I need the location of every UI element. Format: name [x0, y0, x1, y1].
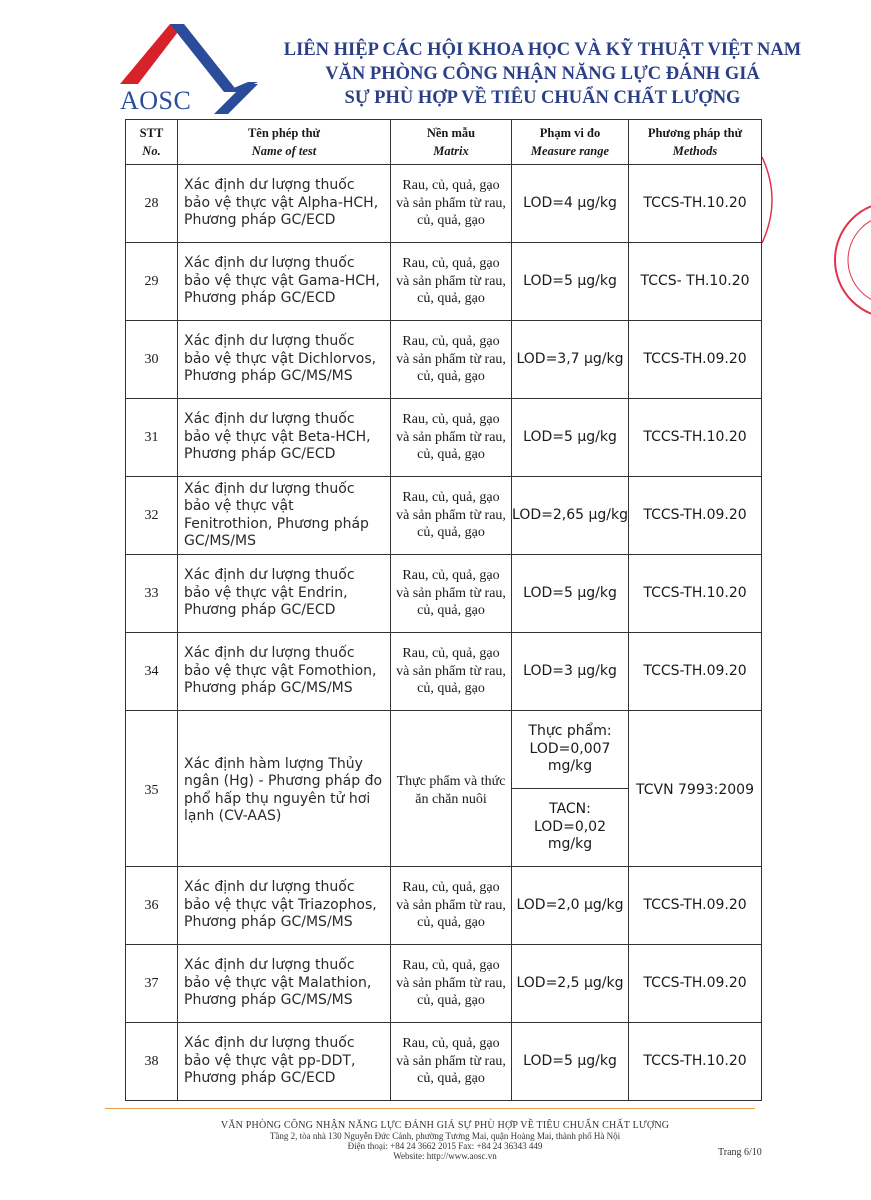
row-method: TCCS-TH.09.20 [629, 945, 762, 1023]
org-line-2: VĂN PHÒNG CÔNG NHẬN NĂNG LỰC ĐÁNH GIÁ [325, 64, 760, 84]
row-matrix: Rau, củ, quả, gạo và sản phẩm từ rau, củ, quả, gạo [391, 243, 512, 321]
table-header-row [126, 120, 762, 165]
row-method: TCCS-TH.09.20 [629, 477, 762, 555]
row-range: LOD=4 µg/kg [512, 165, 629, 243]
row-test-name: Xác định dư lượng thuốc bảo vệ thực vật Dichlorvos, Phương pháp GC/MS/MS [178, 321, 391, 399]
org-line-3: SỰ PHÙ HỢP VỀ TIÊU CHUẨN CHẤT LƯỢNG [344, 88, 741, 108]
row-stt: 35 [126, 711, 178, 867]
table-row [126, 867, 762, 945]
row-method: TCVN 7993:2009 [629, 711, 762, 867]
partial-stamp-icon [760, 155, 780, 245]
row-test-name: Xác định dư lượng thuốc bảo vệ thực vật Alpha-HCH, Phương pháp GC/ECD [178, 165, 391, 243]
row-stt: 34 [126, 633, 178, 711]
page-number: Trang 6/10 [718, 1147, 762, 1158]
row-test-name: Xác định dư lượng thuốc bảo vệ thực vật pp-DDT, Phương pháp GC/ECD [178, 1023, 391, 1101]
table-row [126, 399, 762, 477]
row-range: LOD=5 µg/kg [512, 399, 629, 477]
row-stt: 31 [126, 399, 178, 477]
row-range: LOD=5 µg/kg [512, 243, 629, 321]
row-range: LOD=2,65 µg/kg [512, 477, 629, 555]
row-matrix: Rau, củ, quả, gạo và sản phẩm từ rau, củ, quả, gạo [391, 1023, 512, 1101]
footer-phone-fax: Điện thoại: +84 24 3662 2015 Fax: +84 24 36343 449 [347, 1141, 543, 1151]
header-matrix: Nền mẫu Matrix [391, 120, 512, 165]
row-test-name: Xác định dư lượng thuốc bảo vệ thực vật Beta-HCH, Phương pháp GC/ECD [178, 399, 391, 477]
organization-header [270, 38, 815, 110]
header-method: Phương pháp thử Methods [629, 120, 762, 165]
row-matrix: Rau, củ, quả, gạo và sản phẩm từ rau, củ, quả, gạo [391, 867, 512, 945]
row-test-name: Xác định dư lượng thuốc bảo vệ thực vật Fomothion, Phương pháp GC/MS/MS [178, 633, 391, 711]
row-matrix: Thực phẩm và thức ăn chăn nuôi [391, 711, 512, 867]
footer-divider [105, 1108, 755, 1109]
row-matrix: Rau, củ, quả, gạo và sản phẩm từ rau, củ, quả, gạo [391, 165, 512, 243]
row-test-name: Xác định dư lượng thuốc bảo vệ thực vật Gama-HCH, Phương pháp GC/ECD [178, 243, 391, 321]
header-name: Tên phép thử Name of test [178, 120, 391, 165]
logo-text: AOSC [120, 86, 192, 115]
row-range: LOD=3 µg/kg [512, 633, 629, 711]
row-stt: 37 [126, 945, 178, 1023]
test-scope-table [125, 119, 762, 1101]
red-seal-icon [831, 190, 871, 330]
row-test-name: Xác định dư lượng thuốc bảo vệ thực vật Fenitrothion, Phương pháp GC/MS/MS [178, 477, 391, 555]
row-stt: 29 [126, 243, 178, 321]
header-range: Phạm vi đo Measure range [512, 120, 629, 165]
table-row [126, 555, 762, 633]
row-stt: 38 [126, 1023, 178, 1101]
row-stt: 33 [126, 555, 178, 633]
table-row [126, 1023, 762, 1101]
row-range-feed: TACN: LOD=0,02 mg/kg [512, 789, 629, 867]
row-matrix: Rau, củ, quả, gạo và sản phẩm từ rau, củ, quả, gạo [391, 399, 512, 477]
row-method: TCCS-TH.09.20 [629, 321, 762, 399]
footer-address: Tầng 2, tòa nhà 130 Nguyễn Đức Cảnh, phường Tương Mai, quận Hoàng Mai, thành phố Hà Nội [269, 1131, 621, 1141]
row-method: TCCS-TH.10.20 [629, 555, 762, 633]
footer-website: Website: http://www.aosc.vn [393, 1151, 497, 1161]
footer [120, 1120, 770, 1161]
row-stt: 30 [126, 321, 178, 399]
table-row [126, 945, 762, 1023]
row-stt: 32 [126, 477, 178, 555]
row-range-food: Thực phẩm: LOD=0,007 mg/kg [512, 711, 629, 789]
row-range: LOD=5 µg/kg [512, 555, 629, 633]
row-range: LOD=3,7 µg/kg [512, 321, 629, 399]
row-stt: 36 [126, 867, 178, 945]
row-method: TCCS-TH.10.20 [629, 1023, 762, 1101]
row-test-name: Xác định dư lượng thuốc bảo vệ thực vật Triazophos, Phương pháp GC/MS/MS [178, 867, 391, 945]
row-test-name: Xác định dư lượng thuốc bảo vệ thực vật Endrin, Phương pháp GC/ECD [178, 555, 391, 633]
row-range: LOD=2,0 µg/kg [512, 867, 629, 945]
row-matrix: Rau, củ, quả, gạo và sản phẩm từ rau, củ, quả, gạo [391, 945, 512, 1023]
row-stt: 28 [126, 165, 178, 243]
table-row [126, 477, 762, 555]
row-matrix: Rau, củ, quả, gạo và sản phẩm từ rau, củ, quả, gạo [391, 321, 512, 399]
table-row [126, 165, 762, 243]
row-method: TCCS-TH.10.20 [629, 399, 762, 477]
org-line-1: LIÊN HIỆP CÁC HỘI KHOA HỌC VÀ KỸ THUẬT VIỆT NAM [283, 40, 802, 60]
row-matrix: Rau, củ, quả, gạo và sản phẩm từ rau, củ, quả, gạo [391, 477, 512, 555]
table-row [126, 321, 762, 399]
footer-org-name: VĂN PHÒNG CÔNG NHẬN NĂNG LỰC ĐÁNH GIÁ SỰ PHÙ HỢP VỀ TIÊU CHUẨN CHẤT LƯỢNG [220, 1120, 670, 1131]
row-matrix: Rau, củ, quả, gạo và sản phẩm từ rau, củ, quả, gạo [391, 555, 512, 633]
row-matrix: Rau, củ, quả, gạo và sản phẩm từ rau, củ, quả, gạo [391, 633, 512, 711]
table-row [126, 633, 762, 711]
row-test-name: Xác định dư lượng thuốc bảo vệ thực vật Malathion, Phương pháp GC/MS/MS [178, 945, 391, 1023]
row-range: LOD=2,5 µg/kg [512, 945, 629, 1023]
row-method: TCCS-TH.09.20 [629, 633, 762, 711]
row-method: TCCS- TH.10.20 [629, 243, 762, 321]
row-range: LOD=5 µg/kg [512, 1023, 629, 1101]
row-method: TCCS-TH.09.20 [629, 867, 762, 945]
row-test-name: Xác định hàm lượng Thủy ngân (Hg) - Phương pháp đo phổ hấp thụ nguyên tử hơi lạnh (CV-AAS) [178, 711, 391, 867]
table-row [126, 711, 762, 789]
header-stt: STT No. [126, 120, 178, 165]
table-row [126, 243, 762, 321]
row-method: TCCS-TH.10.20 [629, 165, 762, 243]
aosc-logo [118, 22, 263, 114]
